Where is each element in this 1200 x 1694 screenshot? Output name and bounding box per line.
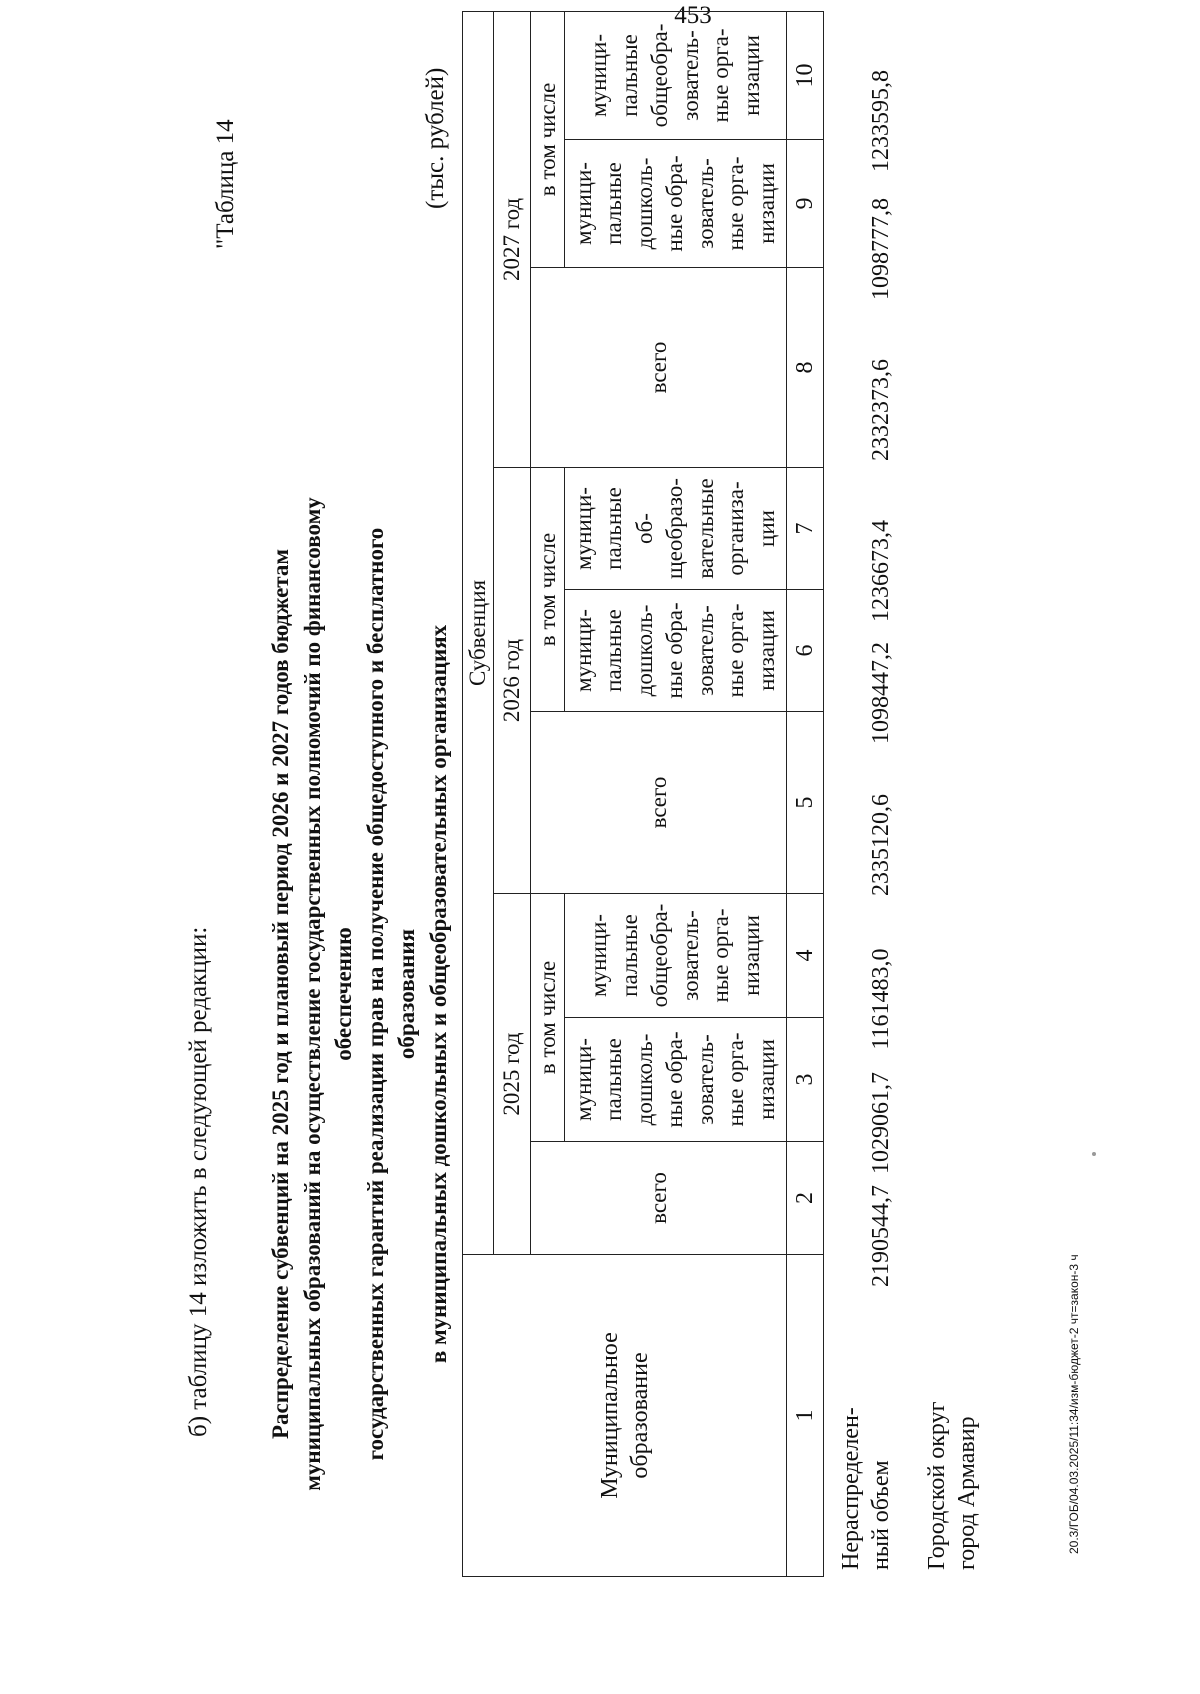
title-line: Распределение субвенций на 2025 год и плановый период 2026 и 2027 годов бюджетам xyxy=(268,548,293,1440)
header-general-2027: муници- пальные общеобра- зователь- ные орга- низации xyxy=(565,11,787,139)
header-preschool-2027: муници- пальные дошколь- ные обра- зователь- ные орга- низации xyxy=(565,140,787,268)
document-stamp: 20.3/ГОБ/04.03.2025/11:34/изм-бюджет-2 чт=закон-3 ч xyxy=(1067,1254,1081,1554)
table-title xyxy=(265,494,454,1494)
page-number: 453 xyxy=(674,2,712,29)
column-number: 6 xyxy=(787,590,824,712)
header-total-2027: всего xyxy=(531,268,787,468)
header-year-2026: 2026 год xyxy=(494,468,531,894)
title-line: государственных гарантий реализации прав на получение общедоступного и бесплатного образования xyxy=(362,527,419,1461)
row-value: 2335120,6 xyxy=(868,794,894,896)
column-number: 7 xyxy=(787,468,824,590)
column-number: 9 xyxy=(787,140,824,268)
intro-text: б) таблицу 14 изложить в следующей редакции: xyxy=(185,926,212,1437)
header-year-2027: 2027 год xyxy=(494,11,531,467)
row-label: Нераспределен- ный объем xyxy=(838,1407,894,1570)
header-general-2025: муници- пальные общеобра- зователь- ные орга- низации xyxy=(565,894,787,1018)
header-year-2025: 2025 год xyxy=(494,894,531,1255)
header-total-2026: всего xyxy=(531,712,787,894)
row-value: 2332373,6 xyxy=(868,359,894,461)
units-label: (тыс. рублей) xyxy=(422,67,449,209)
row-value: 1098777,8 xyxy=(868,198,894,300)
header-preschool-2026: муници- пальные дошколь- ные обра- зователь- ные орга- низации xyxy=(565,590,787,712)
row-label: Городской округ город Армавир xyxy=(924,1401,980,1570)
header-municipality: Муниципальное образование xyxy=(463,1255,787,1577)
row-value: 1098447,2 xyxy=(868,642,894,744)
header-subvention: Субвенция xyxy=(463,11,494,1254)
column-number: 4 xyxy=(787,894,824,1018)
header-incl-2025: в том числе xyxy=(531,894,565,1142)
header-general-2026: муници- пальные об- щеобразо- вательные организа- ции xyxy=(565,468,787,590)
title-line: в муниципальных дошкольных и общеобразовательных организациях xyxy=(425,624,451,1364)
column-number: 5 xyxy=(787,712,824,894)
row-value: 2190544,7 xyxy=(868,1185,894,1287)
header-incl-2027: в том числе xyxy=(531,11,565,267)
column-number: 3 xyxy=(787,1018,824,1142)
row-value: 1236673,4 xyxy=(868,520,894,622)
title-line: муниципальных образований на осуществление государственных полномочий по финансовому обеспечению xyxy=(299,497,356,1491)
header-incl-2026: в том числе xyxy=(531,468,565,712)
column-number: 2 xyxy=(787,1142,824,1255)
row-value: 1233595,8 xyxy=(868,70,894,172)
header-preschool-2025: муници- пальные дошколь- ные обра- зователь- ные орга- низации xyxy=(565,1018,787,1142)
row-value: 1161483,0 xyxy=(868,948,894,1050)
table-caption-label: "Таблица 14 xyxy=(212,119,239,249)
row-value: 1029061,7 xyxy=(868,1072,894,1174)
header-total-2025: всего xyxy=(531,1142,787,1255)
column-number: 10 xyxy=(787,11,824,139)
column-number: 8 xyxy=(787,268,824,468)
column-number: 1 xyxy=(787,1255,824,1577)
subvention-table xyxy=(462,11,824,1577)
